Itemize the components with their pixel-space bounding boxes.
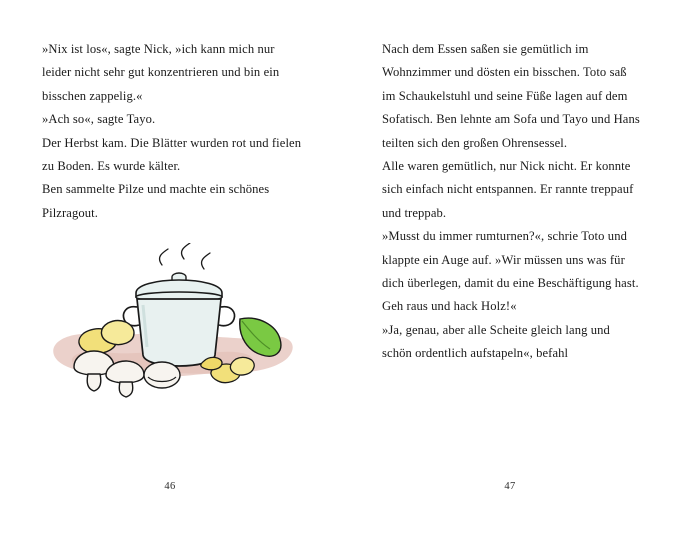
- right-page-body: [382, 38, 642, 366]
- page-number-right: 47: [504, 481, 516, 492]
- paragraph: Alle waren gemütlich, nur Nick nicht. Er konnte sich einfach nicht entspannen. Er rannte treppauf und treppab.: [382, 159, 634, 220]
- left-page-body: [42, 38, 302, 225]
- page-number-left: 46: [164, 481, 176, 492]
- paragraph: Der Herbst kam. Die Blätter wurden rot und fielen zu Boden. Es wurde kälter.: [42, 135, 302, 174]
- paragraph: »Nix ist los«, sagte Nick, »ich kann mich nur leider nicht sehr gut konzentrieren und bin ein bisschen zappelig.«: [42, 42, 280, 103]
- steam-lines: [160, 243, 210, 269]
- paragraph: »Ja, genau, aber alle Scheite gleich lang und schön ordentlich aufstapeln«, befahl: [382, 322, 610, 361]
- paragraph: »Ach so«, sagte Tayo.: [42, 112, 156, 127]
- paragraph: Nach dem Essen saßen sie gemütlich im Wohnzimmer und dösten ein bisschen. Toto saß im Schaukelstuhl und seine Füße lagen auf dem Sofatisch. Ben lehnte am Sofa und Tayo und Hans teilten sich den großen Ohrensessel.: [382, 42, 640, 150]
- paragraph: Ben sammelte Pilze und machte ein schönes Pilzragout.: [42, 182, 270, 220]
- paragraph: »Musst du immer rumturnen?«, schrie Toto und klappte ein Auge auf. »Wir müssen uns was für dich überlegen, damit du eine Beschäftigung hast. Geh raus und hack Holz!«: [382, 229, 639, 314]
- illustration-cooking-pot: [44, 243, 306, 413]
- page-right: [340, 0, 680, 544]
